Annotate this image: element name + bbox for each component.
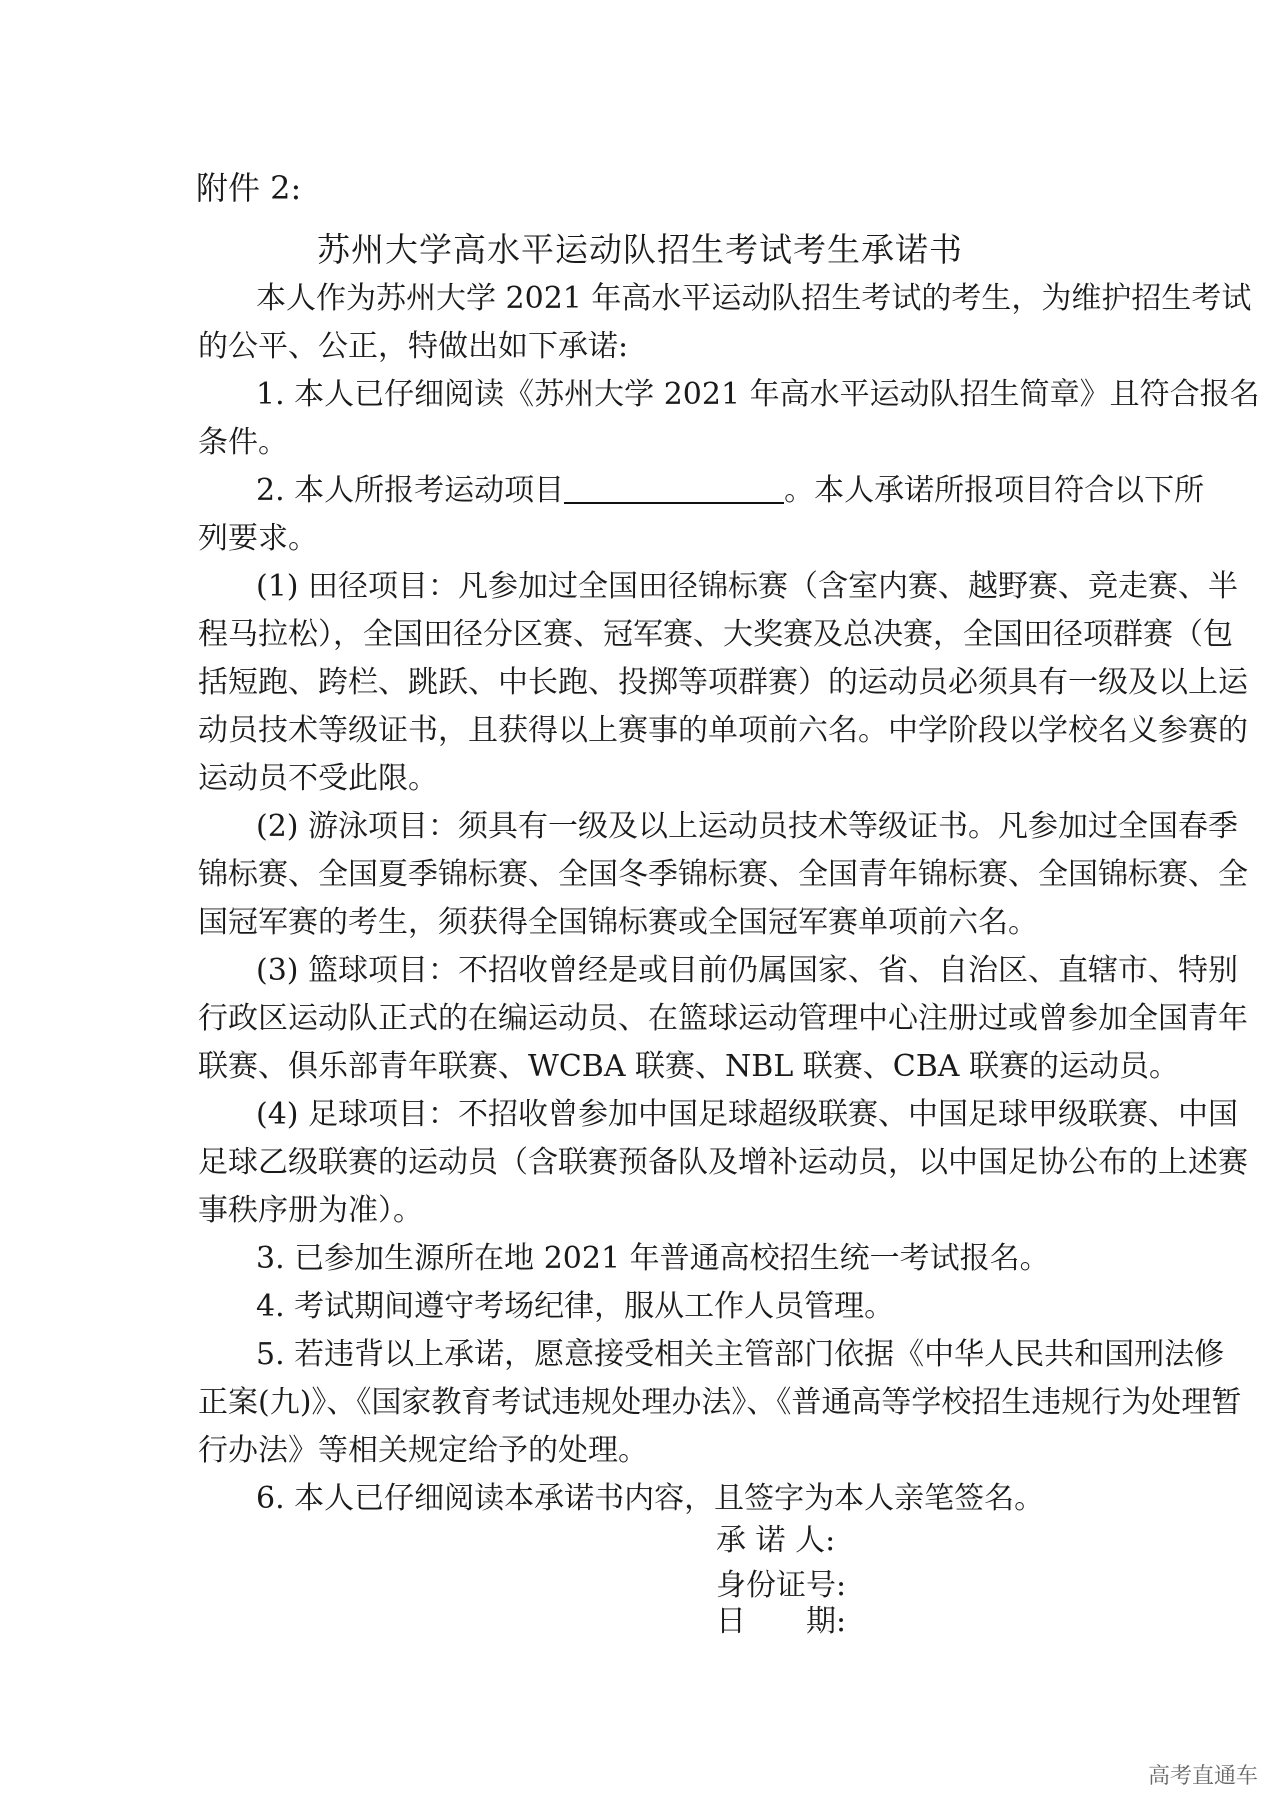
paragraph-line: 程马拉松），全国田径分区赛、冠军赛、大奖赛及总决赛，全国田径项群赛（包 [198, 617, 1233, 652]
document-title: 苏州大学高水平运动队招生考试考生承诺书 [317, 230, 963, 269]
paragraph [198, 1331, 1242, 1475]
paragraph-line [198, 467, 1205, 515]
signature-promisor-label: 承 诺 人: [716, 1523, 836, 1558]
line-text: 2. 本人所报考运动项目 [256, 473, 565, 508]
paragraph-line: 列要求。 [198, 521, 318, 556]
paragraph-line: 行政区运动队正式的在编运动员、在篮球运动管理中心注册过或曾参加全国青年 [198, 1001, 1248, 1036]
line-text: 。本人承诺所报项目符合以下所 [784, 473, 1205, 508]
paragraph-line: 事秩序册为准）。 [198, 1193, 423, 1228]
signature-id-number-label: 身份证号: [716, 1568, 847, 1603]
paragraph [198, 467, 1205, 563]
paragraph-line: (4) 足球项目：不招收曾参加中国足球超级联赛、中国足球甲级联赛、中国 [256, 1097, 1239, 1132]
paragraph [198, 803, 1248, 947]
paragraph-line: 3. 已参加生源所在地 2021 年普通高校招生统一考试报名。 [256, 1241, 1050, 1276]
paragraph [198, 947, 1248, 1091]
signature-date-label: 日 期: [716, 1604, 847, 1639]
paragraph [198, 275, 1252, 371]
paragraph [198, 563, 1248, 803]
paragraph-line: 足球乙级联赛的运动员（含联赛预备队及增补运动员，以中国足协公布的上述赛 [198, 1145, 1248, 1180]
paragraph-line: 联赛、俱乐部青年联赛、WCBA 联赛、NBL 联赛、CBA 联赛的运动员。 [198, 1049, 1179, 1084]
paragraph-line: 6. 本人已仔细阅读本承诺书内容，且签字为本人亲笔签名。 [256, 1481, 1045, 1516]
paragraph [198, 371, 1260, 467]
document-body [198, 275, 1260, 1523]
paragraph-line: 国冠军赛的考生，须获得全国锦标赛或全国冠军赛单项前六名。 [198, 905, 1038, 940]
paragraph [198, 1235, 1094, 1283]
paragraph-line: 动员技术等级证书，且获得以上赛事的单项前六名。中学阶段以学校名义参赛的 [198, 713, 1248, 748]
paragraph [198, 1091, 1248, 1235]
paragraph-line: 正案(九)》、《国家教育考试违规处理办法》、《普通高等学校招生违规行为处理暂 [198, 1385, 1242, 1420]
paragraph-line: 锦标赛、全国夏季锦标赛、全国冬季锦标赛、全国青年锦标赛、全国锦标赛、全 [198, 857, 1248, 892]
paragraph-line: 括短跑、跨栏、跳跃、中长跑、投掷等项群赛）的运动员必须具有一级及以上运 [198, 665, 1248, 700]
paragraph-line: 1. 本人已仔细阅读《苏州大学 2021 年高水平运动队招生简章》且符合报名 [256, 377, 1260, 412]
paragraph [198, 1475, 1094, 1523]
paragraph-line: (1) 田径项目：凡参加过全国田径锦标赛（含室内赛、越野赛、竞走赛、半 [256, 569, 1239, 604]
paragraph-line: 条件。 [198, 425, 288, 460]
paragraph-line: (3) 篮球项目：不招收曾经是或目前仍属国家、省、自治区、直辖市、特别 [256, 953, 1239, 988]
watermark: 高考直通车 [1147, 1764, 1258, 1789]
paragraph-line: 5. 若违背以上承诺，愿意接受相关主管部门依据《中华人民共和国刑法修 [256, 1337, 1225, 1372]
paragraph [198, 1283, 1094, 1331]
paragraph-line: (2) 游泳项目：须具有一级及以上运动员技术等级证书。凡参加过全国春季 [256, 809, 1239, 844]
sport-event-blank-field[interactable] [564, 472, 784, 504]
paragraph-line: 行办法》等相关规定给予的处理。 [198, 1433, 648, 1468]
paragraph-line: 4. 考试期间遵守考场纪律，服从工作人员管理。 [256, 1289, 895, 1324]
paragraph-line: 本人作为苏州大学 2021 年高水平运动队招生考试的考生，为维护招生考试 [256, 281, 1252, 316]
attachment-label: 附件 2: [196, 169, 302, 207]
paragraph-line: 运动员不受此限。 [198, 761, 438, 796]
paragraph-line: 的公平、公正，特做出如下承诺: [198, 329, 629, 364]
